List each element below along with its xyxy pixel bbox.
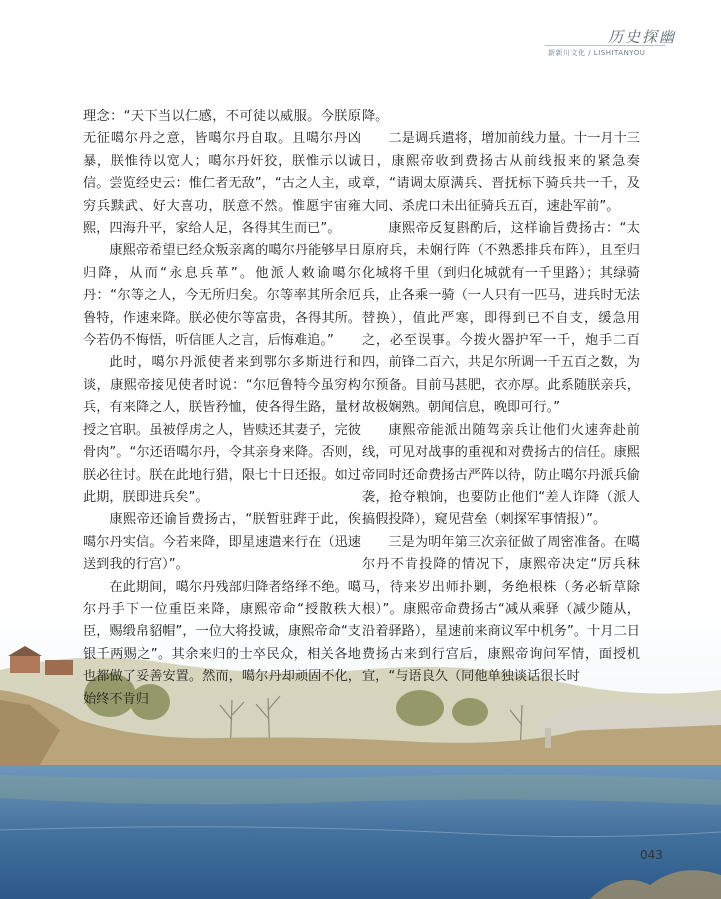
paragraph: 康熙帝能派出随驾亲兵让他们火速奔赴前线，可见对战事的重视和对费扬古的信任。康熙帝同时还命费扬古严阵以待，防止噶尔丹派兵偷袭，抢夺粮饷，也要防止他们“差人诈降（派人搞假投降），窥见营垒（刺探军事情报）”。 [362,422,640,528]
paragraph: 康熙帝还谕旨费扬古，“朕暂驻跸于此，俟噶尔丹实信。今若来降，即星速遣来行在（迅速送到我的行宫）”。 [83,512,361,573]
paragraph: 在此期间，噶尔丹残部归降者络绎不绝。噶尔丹手下一位重臣来降，康熙帝命“授散秩大臣，赐缎帛貂帽”，一位大将投诚，康熙帝命“支银千两赐之”。其余来归的士卒民众，相关各地也都做了妥善安置。然而，噶尔丹却顽固不化，始终不肯归 [83,579,361,707]
paragraph: 降。 [362,109,389,124]
section-subtitle: 新新川文化 / LISHITANYOU [548,49,646,57]
paragraph: 此时，噶尔丹派使者来到鄂尔多斯进行和谈，康熙帝接见使者时说：“尔厄鲁特今虽穷构兵，有来降之人，朕皆矜恤，使各得生路，量材授之官职。虽被俘虏之人，皆赎还其妻子，完彼骨肉”。“尔还语噶尔丹，令其亲身来降。否则，朕必往讨。朕在此地行猎，限七十日还报。如过此期，朕即进兵矣”。 [83,355,361,505]
paragraph: 二是调兵遣将，增加前线力量。十一月十三日，康熙帝收到费扬古从前线报来的紧急奏章，“请调太原满兵、晋抚标下骑兵共一千，及大同、杀虎口未出征骑兵五百，速赴军前”。 [362,131,640,214]
section-title: 历史探幽 [608,28,677,46]
paragraph: 康熙帝反复斟酌后，这样谕旨费扬古：“太原府兵，未娴行阵（不熟悉排兵布阵），且至归化城将千里（到归化城就有一千里路）；其绿骑兵，止各乘一骑（一人只有一匹马，进兵时无法替换），值此严寒，即得到已不自支，缓急用之，必至误事。今拨火器护军一千，炮手二百四，前锋二百六，共足尔所调一千五百之数，为尔预备。目前马甚肥，衣亦厚。此系随朕亲兵，故极娴熟。朝闻信息，晚即可行。” [362,221,640,416]
right-text-column [362,106,640,689]
left-text-column [83,106,361,711]
paragraph: 理念：“天下当以仁感，不可徒以威服。今朕原无征噶尔丹之意，皆噶尔丹自取。且噶尔丹凶暴，朕惟待以宽人；噶尔丹奸狡，朕惟示以诚信。尝览经史云：惟仁者无敌”，“古之人主，或穷兵黩武、好大喜功，朕意不然。惟愿宇宙雍熙，四海升平，家给人足，各得其生而已”。 [83,109,361,237]
paragraph: 康熙帝希望已经众叛亲离的噶尔丹能够早日归降，从而“永息兵革”。他派人敕谕噶尔丹：“尔等之人，今无所归矣。尔等率其所余厄鲁特，作速来降。朕必使尔等富贵，各得其所。今若仍不悔悟，听信匪人之言，后悔难追。” [83,243,361,349]
paragraph: 三是为明年第三次亲征做了周密准备。在噶尔丹不肯投降的情况下，康熙帝决定“厉兵秣马，待来岁出师扑剿，务绝根株（务必斩草除根）”。康熙帝命费扬古“减从乘驿（减少随从，沿着驿路），星速前来商议军中机务”。十月二日费扬古来到行宫后，康熙帝询问军情，面授机宜，“与语良久（同他单独谈话很长时 [362,534,640,685]
page-number: 043 [640,848,663,862]
